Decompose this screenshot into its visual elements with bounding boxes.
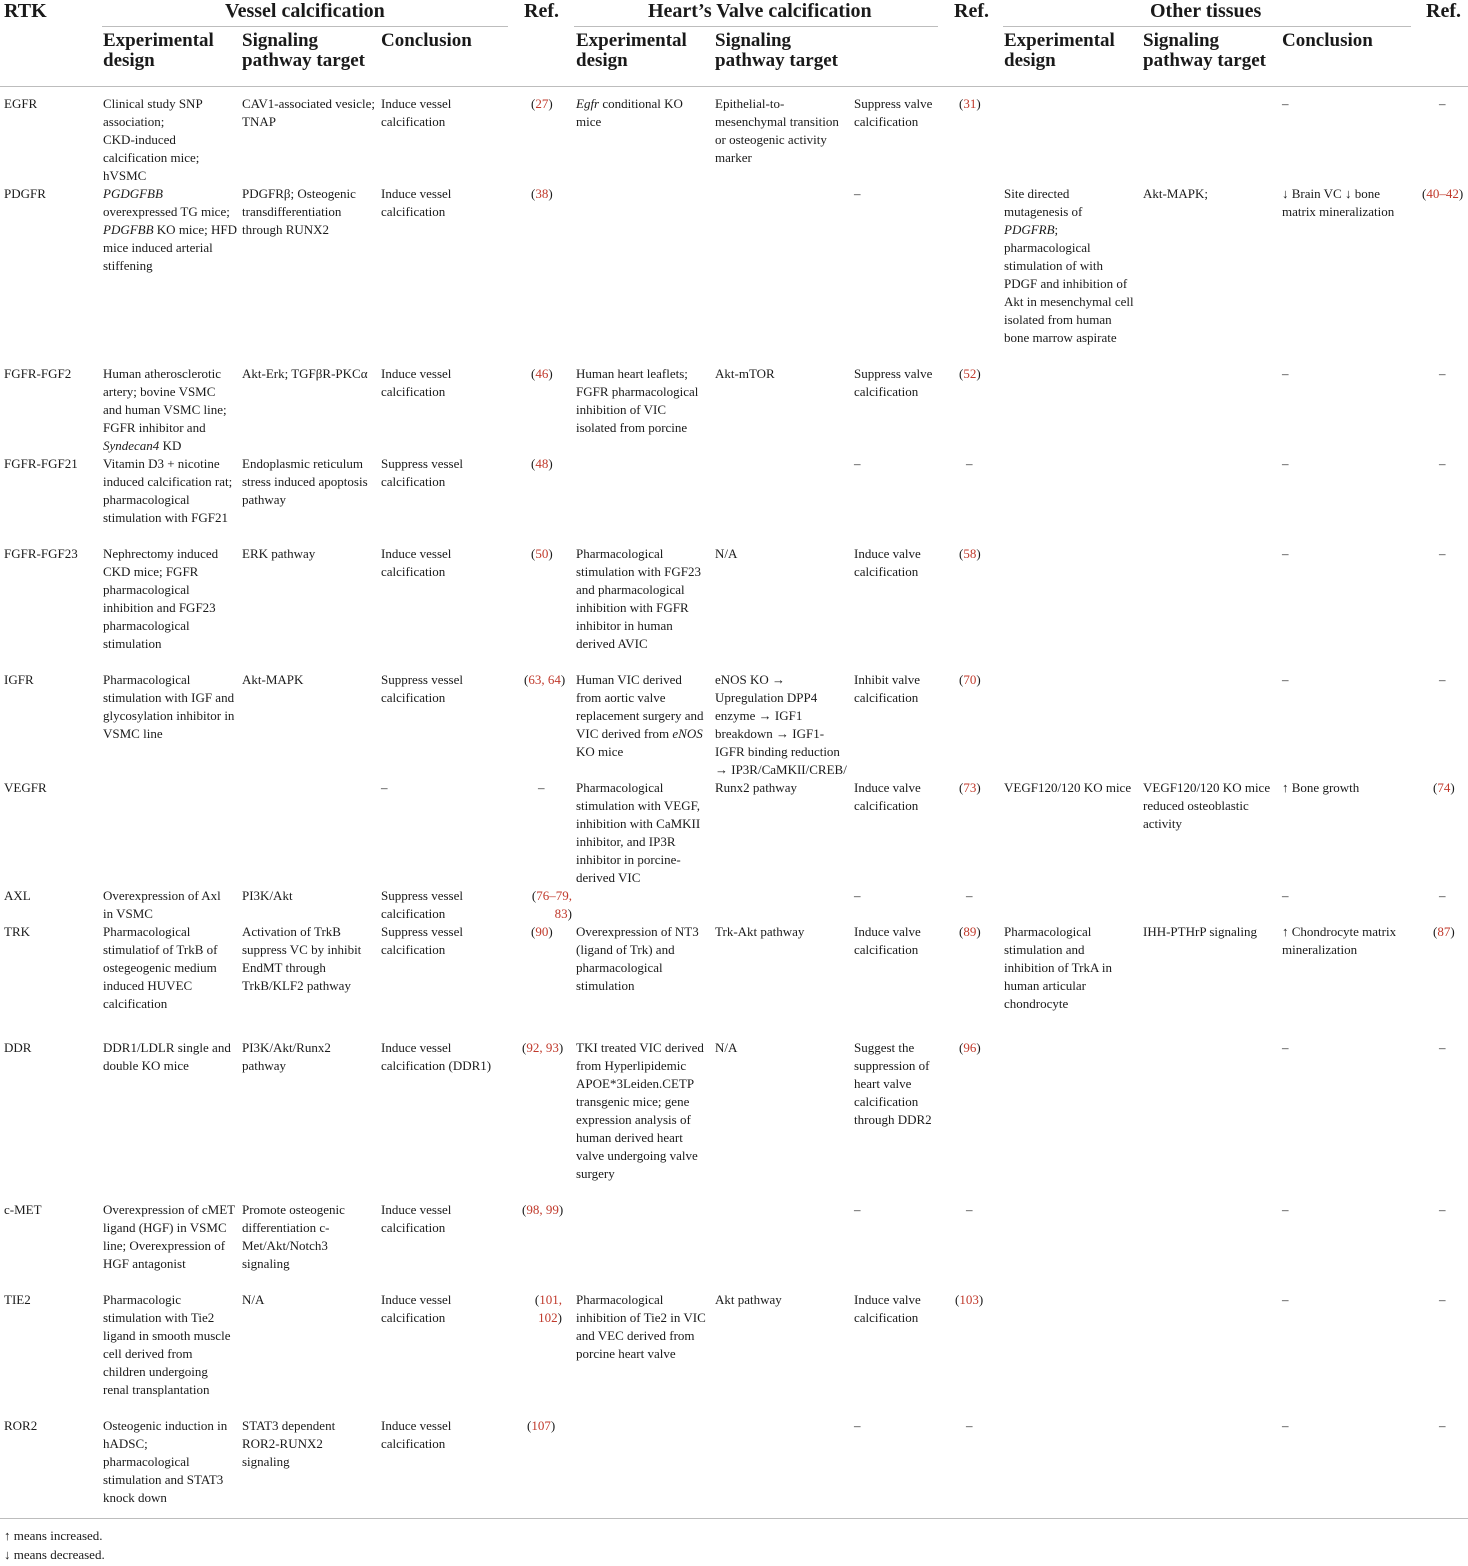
subheader-vessel-sig: Signaling pathway target xyxy=(242,30,365,71)
trk-vessel-ref: (90) xyxy=(531,924,553,939)
fgf2-valve-exp: Human heart leaflets; FGFR pharmacological inhibition of VIC isolated from porcine xyxy=(576,366,699,435)
fgf23-valve-sig: N/A xyxy=(715,546,738,561)
fgf21-other-ref: – xyxy=(1439,456,1446,471)
igfr-valve-exp: Human VIC derived from aortic valve replacement surgery and VIC derived from eNOS KO mice xyxy=(576,672,704,759)
other-group-rule xyxy=(1003,26,1411,27)
header-ref-vessel: Ref. xyxy=(524,0,559,22)
axl-vessel-sig: PI3K/Akt xyxy=(242,888,293,903)
pdgfr-other-ref: (40–42) xyxy=(1422,186,1464,201)
row-rtk-vegfr: VEGFR xyxy=(4,780,47,795)
fgf21-vessel-sig: Endoplasmic reticulum stress induced apoptosis pathway xyxy=(242,456,368,507)
ror2-other-ref: – xyxy=(1439,1418,1446,1433)
footnote-decreased: ↓ means decreased. xyxy=(4,1547,105,1562)
footnote-increased: ↑ means increased. xyxy=(4,1528,103,1543)
fgf23-other-con: – xyxy=(1282,546,1289,561)
row-rtk-igfr: IGFR xyxy=(4,672,34,687)
ddr-other-ref: – xyxy=(1439,1040,1446,1055)
ror2-valve-con: – xyxy=(854,1418,861,1433)
header-ref-other: Ref. xyxy=(1426,0,1461,22)
cmet-other-con: – xyxy=(1282,1202,1289,1217)
row-rtk-pdgfr: PDGFR xyxy=(4,186,46,201)
trk-valve-sig: Trk-Akt pathway xyxy=(715,924,805,939)
pdgfr-other-exp: Site directed mutagenesis of PDGFRB; pharmacological stimulation of with PDGF and inhibition of Akt in mesenchymal cell isolated from human bone marrow aspirate xyxy=(1004,186,1134,345)
tie2-other-con: – xyxy=(1282,1292,1289,1307)
axl-other-ref: – xyxy=(1439,888,1446,903)
pdgfr-vessel-con: Induce vessel calcification xyxy=(381,186,452,219)
fgf2-valve-ref: (52) xyxy=(959,366,981,381)
fgf23-vessel-ref: (50) xyxy=(531,546,553,561)
vegfr-other-sig: VEGF120/120 KO mice reduced osteoblastic activity xyxy=(1143,780,1271,831)
pdgfr-other-sig: Akt-MAPK; xyxy=(1143,186,1209,201)
fgf21-valve-con: – xyxy=(854,456,861,471)
cmet-other-ref: – xyxy=(1439,1202,1446,1217)
trk-valve-ref: (89) xyxy=(959,924,981,939)
ddr-vessel-sig: PI3K/Akt/Runx2 pathway xyxy=(242,1040,331,1073)
fgf21-valve-ref: – xyxy=(966,456,973,471)
ror2-vessel-ref: (107) xyxy=(527,1418,556,1433)
header-other-tissues: Other tissues xyxy=(1150,0,1262,22)
fgf23-valve-exp: Pharmacological stimulation with FGF23 and pharmacological inhibition with FGFR inhibitor in human derived AVIC xyxy=(576,546,701,651)
axl-valve-ref: – xyxy=(966,888,973,903)
igfr-vessel-con: Suppress vessel calcification xyxy=(381,672,463,705)
fgf23-other-ref: – xyxy=(1439,546,1446,561)
igfr-vessel-sig: Akt-MAPK xyxy=(242,672,304,687)
egfr-other-ref: – xyxy=(1439,96,1446,111)
tie2-vessel-sig: N/A xyxy=(242,1292,265,1307)
fgf2-other-ref: – xyxy=(1439,366,1446,381)
igfr-vessel-exp: Pharmacological stimulation with IGF and glycosylation inhibitor in VSMC line xyxy=(103,672,235,741)
tie2-valve-sig: Akt pathway xyxy=(715,1292,782,1307)
vessel-group-rule xyxy=(102,26,508,27)
pdgfr-valve-con: – xyxy=(854,186,861,201)
ror2-valve-ref: – xyxy=(966,1418,973,1433)
ror2-vessel-exp: Osteogenic induction in hADSC; pharmacological stimulation and STAT3 knock down xyxy=(103,1418,228,1505)
fgf23-valve-con: Induce valve calcification xyxy=(854,546,921,579)
axl-other-con: – xyxy=(1282,888,1289,903)
table-bottom-rule xyxy=(0,1518,1468,1519)
tie2-vessel-ref: (101, 102) xyxy=(534,1292,562,1325)
vegfr-valve-exp: Pharmacological stimulation with VEGF, inhibition with CaMKII inhibitor, and IP3R inhibitor in porcine-derived VIC xyxy=(576,780,701,885)
row-rtk-tie2: TIE2 xyxy=(4,1292,31,1307)
fgf2-valve-sig: Akt-mTOR xyxy=(715,366,775,381)
axl-vessel-exp: Overexpression of Axl in VSMC xyxy=(103,888,221,921)
tie2-valve-ref: (103) xyxy=(955,1292,984,1307)
subheader-vessel-exp: Experimental design xyxy=(103,30,214,71)
subheader-other-con: Conclusion xyxy=(1282,30,1373,51)
pdgfr-other-con: ↓ Brain VC ↓ bone matrix mineralization xyxy=(1282,186,1395,219)
tie2-other-ref: – xyxy=(1439,1292,1446,1307)
egfr-vessel-ref: (27) xyxy=(531,96,553,111)
cmet-vessel-exp: Overexpression of cMET ligand (HGF) in VSMC line; Overexpression of HGF antagonist xyxy=(103,1202,235,1271)
egfr-valve-con: Suppress valve calcification xyxy=(854,96,933,129)
vegfr-valve-ref: (73) xyxy=(959,780,981,795)
row-rtk-trk: TRK xyxy=(4,924,30,939)
tie2-valve-con: Induce valve calcification xyxy=(854,1292,921,1325)
row-rtk-fgfr-fgf21: FGFR-FGF21 xyxy=(4,456,78,471)
vegfr-valve-con: Induce valve calcification xyxy=(854,780,921,813)
egfr-valve-ref: (31) xyxy=(959,96,981,111)
axl-vessel-ref: (76–79, 83) xyxy=(531,888,572,921)
fgf21-vessel-con: Suppress vessel calcification xyxy=(381,456,463,489)
header-bottom-rule xyxy=(0,86,1468,87)
igfr-valve-sig: eNOS KO → Upregulation DPP4 enzyme → IGF1 breakdown → IGF1-IGFR binding reduction → IP3R/CaMKII/CREB/ Runx2 pathway xyxy=(715,672,847,795)
igfr-valve-con: Inhibit valve calcification xyxy=(854,672,921,705)
igfr-valve-ref: (70) xyxy=(959,672,981,687)
trk-vessel-sig: Activation of TrkB suppress VC by inhibit EndMT through TrkB/KLF2 pathway xyxy=(242,924,362,993)
axl-vessel-con: Suppress vessel calcification xyxy=(381,888,463,921)
fgf2-vessel-ref: (46) xyxy=(531,366,553,381)
igfr-vessel-ref: (63, 64) xyxy=(524,672,566,687)
egfr-other-con: – xyxy=(1282,96,1289,111)
vegfr-other-exp: VEGF120/120 KO mice xyxy=(1004,780,1132,795)
trk-other-con: ↑ Chondrocyte matrix mineralization xyxy=(1282,924,1397,957)
fgf2-valve-con: Suppress valve calcification xyxy=(854,366,933,399)
subheader-valve-sig: Signaling pathway target xyxy=(715,30,838,71)
ddr-valve-con: Suggest the suppression of heart valve calcification through DDR2 xyxy=(854,1040,932,1127)
trk-valve-con: Induce valve calcification xyxy=(854,924,921,957)
trk-other-exp: Pharmacological stimulation and inhibition of TrkA in human articular chondrocyte xyxy=(1004,924,1112,1011)
fgf2-other-con: – xyxy=(1282,366,1289,381)
subheader-valve-exp: Experimental design xyxy=(576,30,687,71)
ddr-vessel-con: Induce vessel calcification (DDR1) xyxy=(381,1040,492,1073)
ror2-other-con: – xyxy=(1282,1418,1289,1433)
pdgfr-vessel-ref: (38) xyxy=(531,186,553,201)
row-rtk-ddr: DDR xyxy=(4,1040,32,1055)
axl-valve-con: – xyxy=(854,888,861,903)
header-ref-valve: Ref. xyxy=(954,0,989,22)
egfr-vessel-exp: Clinical study SNP association; CKD-induced calcification mice; hVSMC xyxy=(103,96,203,183)
trk-vessel-exp: Pharmacological stimulatiof of TrkB of ostegeogenic medium induced HUVEC calcification xyxy=(103,924,218,1011)
trk-valve-exp: Overexpression of NT3 (ligand of Trk) and pharmacological stimulation xyxy=(576,924,699,993)
vegfr-vessel-ref: – xyxy=(538,780,545,795)
egfr-valve-sig: Epithelial-to-mesenchymal transition or osteogenic activity marker xyxy=(715,96,839,165)
cmet-valve-con: – xyxy=(854,1202,861,1217)
cmet-vessel-con: Induce vessel calcification xyxy=(381,1202,452,1235)
trk-other-sig: IHH-PTHrP signaling xyxy=(1143,924,1257,939)
row-rtk-fgfr-fgf23: FGFR-FGF23 xyxy=(4,546,78,561)
cmet-valve-ref: – xyxy=(966,1202,973,1217)
ddr-other-con: – xyxy=(1282,1040,1289,1055)
ddr-valve-exp: TKI treated VIC derived from Hyperlipidemic APOE*3Leiden.CETP transgenic mice; gene expression analysis of human derived heart valve undergoing valve surgery xyxy=(576,1040,704,1181)
egfr-vessel-con: Induce vessel calcification xyxy=(381,96,452,129)
cmet-vessel-ref: (98, 99) xyxy=(522,1202,564,1217)
cmet-vessel-sig: Promote osteogenic differentiation c-Met/Akt/Notch3 signaling xyxy=(242,1202,345,1271)
row-rtk-ror2: ROR2 xyxy=(4,1418,38,1433)
row-rtk-fgfr-fgf2: FGFR-FGF2 xyxy=(4,366,72,381)
fgf21-vessel-exp: Vitamin D3 + nicotine induced calcification rat; pharmacological stimulation with FGF21 xyxy=(103,456,233,525)
ddr-valve-sig: N/A xyxy=(715,1040,738,1055)
vegfr-vessel-con: – xyxy=(381,780,388,795)
igfr-other-ref: – xyxy=(1439,672,1446,687)
valve-group-rule xyxy=(574,26,938,27)
fgf23-vessel-con: Induce vessel calcification xyxy=(381,546,452,579)
igfr-other-con: – xyxy=(1282,672,1289,687)
ddr-vessel-ref: (92, 93) xyxy=(522,1040,564,1055)
fgf23-valve-ref: (58) xyxy=(959,546,981,561)
header-vessel-calcification: Vessel calcification xyxy=(225,0,385,22)
ror2-vessel-con: Induce vessel calcification xyxy=(381,1418,452,1451)
tie2-vessel-exp: Pharmacologic stimulation with Tie2 ligand in smooth muscle cell derived from children undergoing renal transplantation xyxy=(103,1292,231,1397)
fgf2-vessel-exp: Human atherosclerotic artery; bovine VSMC and human VSMC line; FGFR inhibitor and Syndecan4 KD xyxy=(103,366,227,453)
ddr-valve-ref: (96) xyxy=(959,1040,981,1055)
header-rtk: RTK xyxy=(4,0,47,22)
vegfr-other-con: ↑ Bone growth xyxy=(1282,780,1360,795)
ror2-vessel-sig: STAT3 dependent ROR2-RUNX2 signaling xyxy=(242,1418,336,1469)
tie2-valve-exp: Pharmacological inhibition of Tie2 in VIC and VEC derived from porcine heart valve xyxy=(576,1292,706,1361)
pdgfr-vessel-sig: PDGFRβ; Osteogenic transdifferentiation through RUNX2 xyxy=(242,186,356,237)
subheader-vessel-con: Conclusion xyxy=(381,30,472,51)
egfr-valve-exp: Egfr conditional KO mice xyxy=(576,96,683,129)
tie2-vessel-con: Induce vessel calcification xyxy=(381,1292,452,1325)
row-rtk-c-met: c-MET xyxy=(4,1202,42,1217)
egfr-vessel-sig: CAV1-associated vesicle; TNAP xyxy=(242,96,375,129)
header-valve-calcification: Heart’s Valve calcification xyxy=(648,0,872,22)
subheader-other-sig: Signaling pathway target xyxy=(1143,30,1266,71)
pdgfr-vessel-exp: PGDGFBB overexpressed TG mice; PDGFBB KO mice; HFD mice induced arterial stiffening xyxy=(103,186,237,273)
ddr-vessel-exp: DDR1/LDLR single and double KO mice xyxy=(103,1040,231,1073)
trk-other-ref: (87) xyxy=(1433,924,1455,939)
fgf21-vessel-ref: (48) xyxy=(531,456,553,471)
fgf2-vessel-sig: Akt-Erk; TGFβR-PKCα xyxy=(242,366,368,381)
fgf21-other-con: – xyxy=(1282,456,1289,471)
vegfr-other-ref: (74) xyxy=(1433,780,1455,795)
fgf2-vessel-con: Induce vessel calcification xyxy=(381,366,452,399)
row-rtk-egfr: EGFR xyxy=(4,96,38,111)
trk-vessel-con: Suppress vessel calcification xyxy=(381,924,463,957)
row-rtk-axl: AXL xyxy=(4,888,31,903)
fgf23-vessel-sig: ERK pathway xyxy=(242,546,316,561)
subheader-other-exp: Experimental design xyxy=(1004,30,1115,71)
fgf23-vessel-exp: Nephrectomy induced CKD mice; FGFR pharmacological inhibition and FGF23 pharmacological stimulation xyxy=(103,546,219,651)
